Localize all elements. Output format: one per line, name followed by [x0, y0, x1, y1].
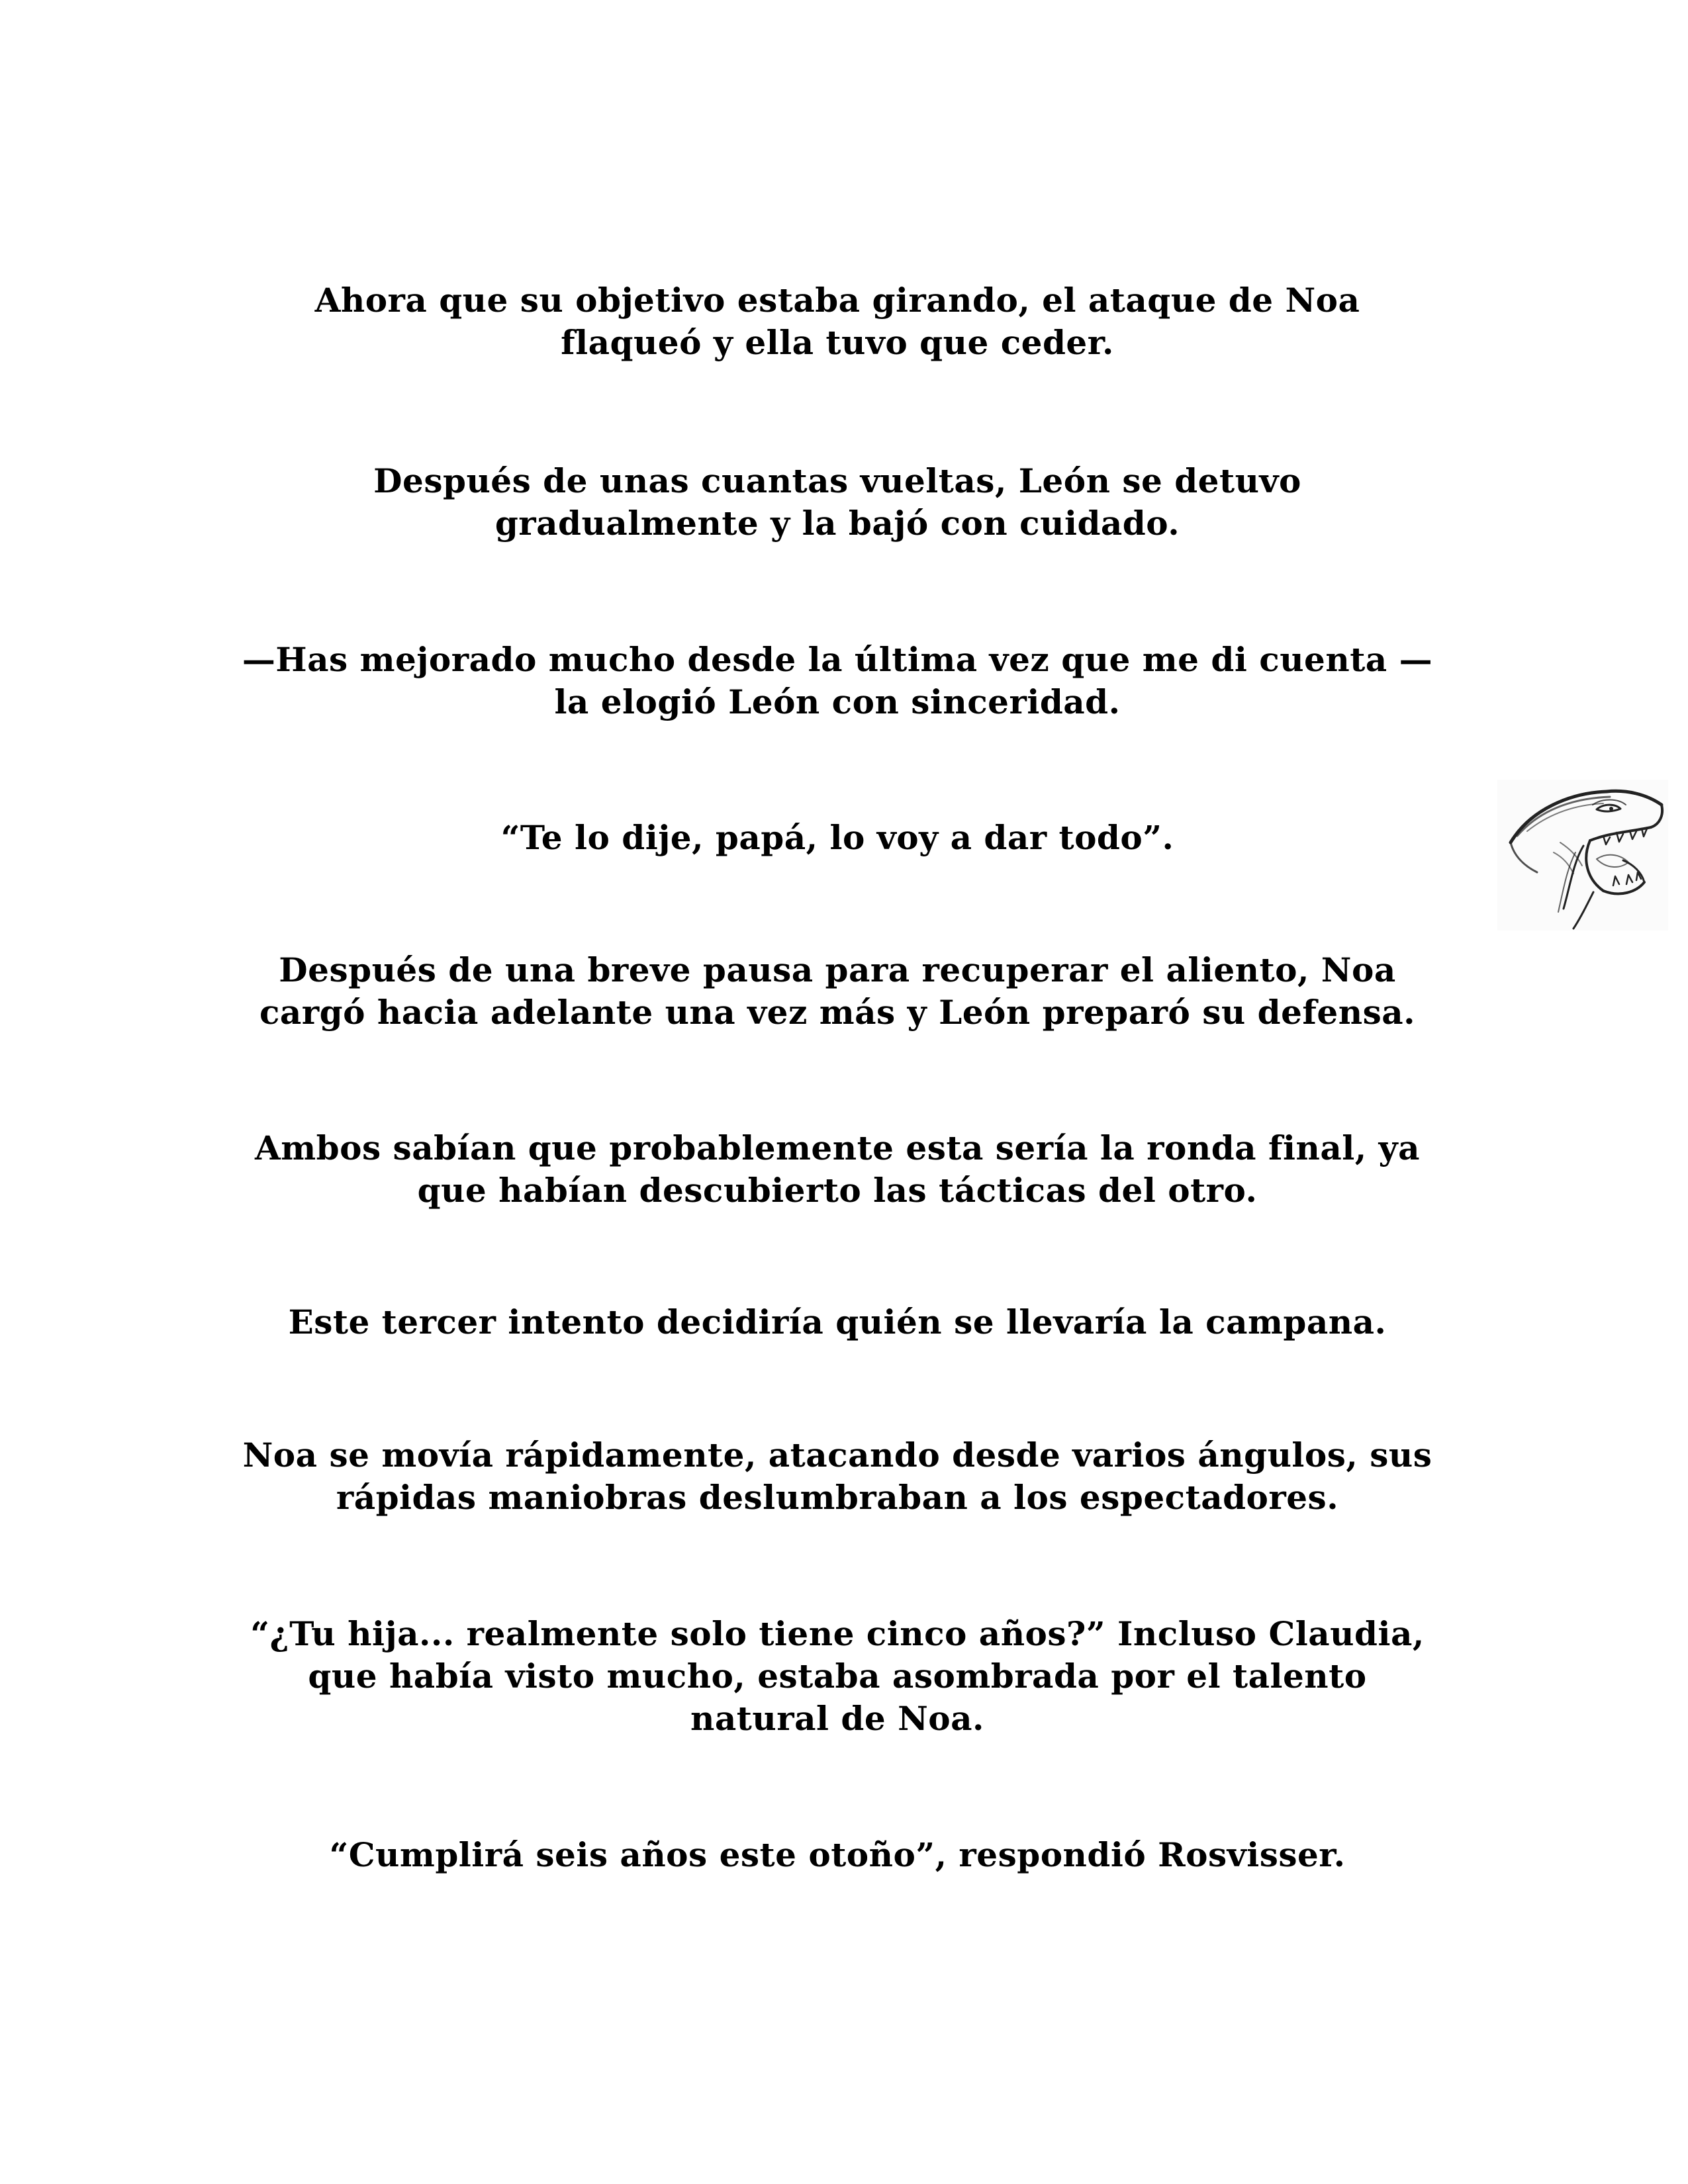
paragraph — [199, 1434, 1476, 1519]
text-line: gradualmente y la bajó con cuidado. — [494, 504, 1180, 543]
text-line: Ahora que su objetivo estaba girando, el ataque de Noa — [314, 281, 1360, 320]
paragraph — [199, 817, 1476, 859]
text-line: “Te lo dije, papá, lo voy a dar todo”. — [500, 818, 1174, 857]
paragraph — [199, 1127, 1476, 1212]
text-line: Noa se movía rápidamente, atacando desde varios ángulos, sus — [242, 1435, 1432, 1475]
paragraph — [199, 279, 1476, 364]
text-line: Ambos sabían que probablemente esta sería la ronda final, ya — [254, 1128, 1420, 1167]
paragraph — [199, 460, 1476, 545]
paragraph — [199, 1301, 1476, 1343]
text-line: cargó hacia adelante una vez más y León preparó su defensa. — [259, 993, 1416, 1032]
text-line: rápidas maniobras deslumbraban a los espectadores. — [336, 1478, 1339, 1517]
text-line: —Has mejorado mucho desde la última vez que me di cuenta — — [242, 640, 1433, 679]
paragraph — [199, 1613, 1476, 1740]
text-line: “¿Tu hija... realmente solo tiene cinco años?” Incluso Claudia, — [250, 1614, 1425, 1653]
text-line: Este tercer intento decidiría quién se llevaría la campana. — [288, 1302, 1387, 1342]
text-line: “Cumplirá seis años este otoño”, respondió Rosvisser. — [329, 1835, 1346, 1874]
text-line: que habían descubierto las tácticas del otro. — [417, 1171, 1258, 1210]
text-line: Después de unas cuantas vueltas, León se detuvo — [373, 461, 1301, 500]
paragraph — [199, 1834, 1476, 1876]
text-line: que había visto mucho, estaba asombrada por el talento — [308, 1657, 1367, 1696]
text-line: la elogió León con sinceridad. — [554, 682, 1121, 721]
text-line: Después de una breve pausa para recuperar el aliento, Noa — [279, 950, 1396, 989]
text-line: natural de Noa. — [690, 1699, 984, 1738]
text-line: flaqueó y ella tuvo que ceder. — [561, 323, 1114, 362]
paragraph — [199, 949, 1476, 1034]
dinosaur-head-sketch-icon — [1497, 780, 1668, 931]
paragraph — [199, 639, 1476, 723]
